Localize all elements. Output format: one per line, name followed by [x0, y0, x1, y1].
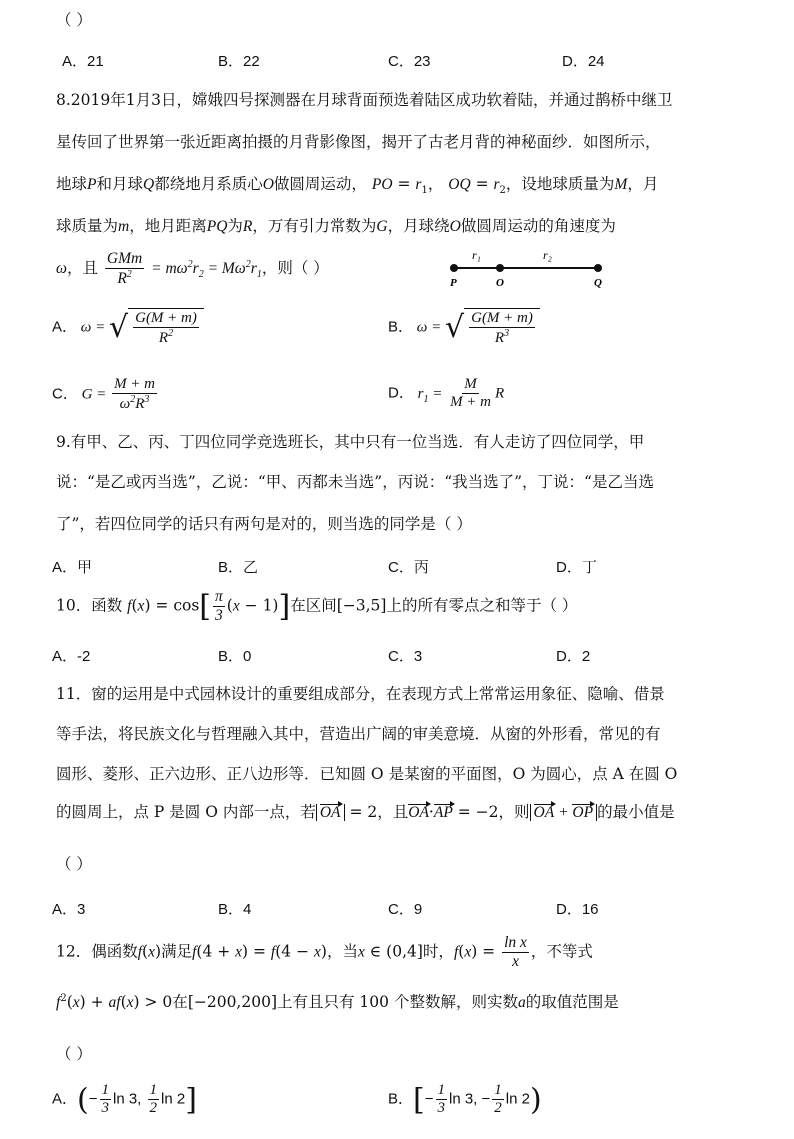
- q11-option-b: B．4: [218, 901, 252, 918]
- q10-stem: 10．函数 f(x) = cos[ $\frac{\pi}{3}$ (x − 1)]在区间[−3,5]上的所有零点之和等于（ ）: [56, 588, 578, 624]
- point-p: [450, 264, 458, 272]
- q12-paren: （ ）: [56, 1045, 92, 1063]
- q11-option-a: A．3: [52, 901, 86, 918]
- q8-option-d: D． $r_1$ = $\frac{M}{M + m}$ R: [388, 376, 505, 411]
- label-r2: r₂: [543, 248, 552, 262]
- q8-line5: ω，且 $\frac{\text{GMm}}{R^2}$ = $m\omega^2r_2 = M\omega^2r_1$，则（ ）: [56, 250, 329, 287]
- q9-line1: 9.有甲、乙、丙、丁四位同学竞选班长，其中只有一位当选．有人走访了四位同学，甲: [56, 433, 645, 451]
- point-q: [594, 264, 602, 272]
- q11-line1: 11．窗的运用是中式园林设计的重要组成部分，在表现方式上常常运用象征、隐喻、借景: [56, 685, 665, 703]
- q11-option-d: D．16: [556, 901, 599, 918]
- q8-line2: 星传回了世界第一张近距离拍摄的月背影像图，揭开了古老月背的神秘面纱．如图所示，: [56, 133, 661, 151]
- q10-option-b: B．0: [218, 648, 252, 665]
- q8-line3: 地球P和月球Q都绕地月系质心O做圆周运动， PO = $r_1$， OQ = $r_2$，设地球质量为M，月: [56, 175, 659, 197]
- q9-option-b: B．乙: [218, 559, 259, 576]
- q10-option-c: C．3: [388, 648, 423, 665]
- q11-paren: （ ）: [56, 855, 92, 873]
- q9-line2: 说：“是乙或丙当选”，乙说：“甲、丙都未当选”，丙说：“我当选了”，丁说：“是乙当选: [56, 473, 654, 491]
- q8-line4: 球质量为m，地月距离PQ为R，万有引力常数为G，月球绕O做圆周运动的角速度为: [56, 217, 616, 235]
- q12-line1: 12．偶函数f(x)满足f(4 + x) = f(4 − x)，当x ∈ (0,4]时，f(x) = $\frac{\text{ln x}}{x}$ ，不等式: [56, 934, 593, 970]
- q11-line2: 等手法，将民族文化与哲理融入其中，营造出广阔的审美意境．从窗的外形看，常见的有: [56, 725, 661, 743]
- q8-option-c: C． G = $\frac{M + m}{\omega^2R^3}$: [52, 376, 156, 413]
- q10-option-d: D．2: [556, 648, 591, 665]
- q9-option-d: D．丁: [556, 559, 597, 576]
- q8-line1: 8.2019年1月3日，嫦娥四号探测器在月球背面预选着陆区成功软着陆，并通过鹊桥中继卫: [56, 91, 673, 109]
- q12-option-b: B．[− $\frac{1}{3}$ ln 3, − $\frac{1}{2}$ ln 2): [388, 1082, 542, 1118]
- point-o: [496, 264, 504, 272]
- q7-option-d: D．24: [562, 53, 605, 70]
- label-p: P: [450, 277, 457, 289]
- q11-line3: 圆形、菱形、正六边形、正八边形等．已知圆 O 是某窗的平面图，O 为圆心，点 A 在圆 O: [56, 765, 678, 783]
- q7-paren: （ ）: [56, 11, 92, 29]
- label-r1: r₁: [472, 248, 481, 262]
- q12-line2: $f^2(x) + af(x) > 0$在[−200,200]上有且只有 100 个整数解，则实数a的取值范围是: [56, 992, 619, 1011]
- q12-option-a: A．(− $\frac{1}{3}$ ln 3, $\frac{1}{2}$ ln 2]: [52, 1082, 197, 1118]
- q7-option-c: C．23: [388, 53, 431, 70]
- q11-option-c: C．9: [388, 901, 423, 918]
- q8-option-a: A． ω = √ $\frac{G(M + m)}{R^2}$: [52, 308, 204, 348]
- q10-option-a: A．-2: [52, 648, 91, 665]
- q8-option-b: B． ω = √ $\frac{G(M + m)}{R^3}$: [388, 308, 540, 348]
- earth-moon-diagram: [440, 244, 610, 290]
- q7-option-a: A．21: [62, 53, 104, 70]
- label-o: O: [496, 277, 504, 289]
- q7-option-b: B．22: [218, 53, 260, 70]
- q9-line3: 了”，若四位同学的话只有两句是对的，则当选的同学是（ ）: [56, 515, 472, 533]
- q9-option-c: C．丙: [388, 559, 429, 576]
- label-q: Q: [594, 277, 602, 289]
- q9-option-a: A．甲: [52, 559, 93, 576]
- q11-line4: 的圆周上，点 P 是圆 O 内部一点，若 OA = 2，且OA·AP = −2，则 OA + OP 的最小值是: [56, 803, 675, 821]
